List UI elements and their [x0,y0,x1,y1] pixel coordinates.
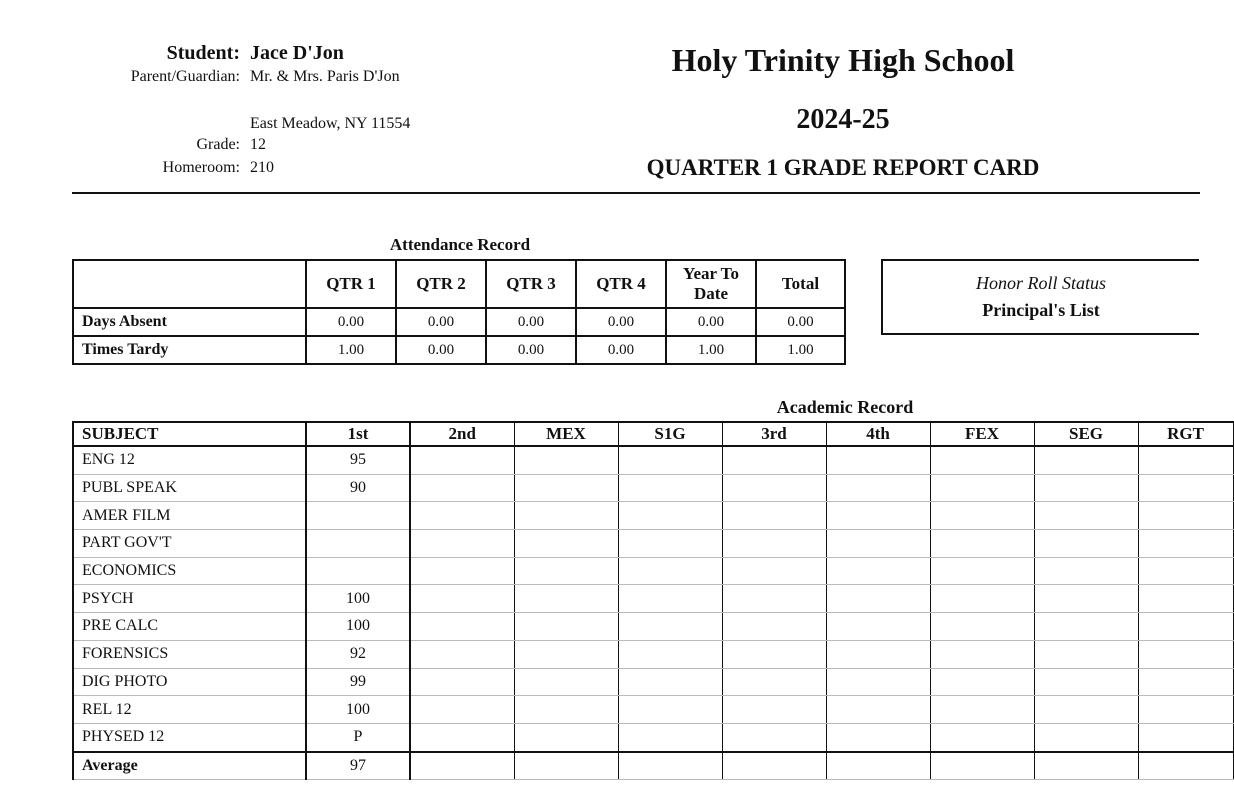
table-row [73,668,1233,696]
homeroom-value: 210 [250,159,274,176]
grade-first-quarter: 97 [306,752,410,780]
grade-cell-empty [618,474,722,502]
grade-cell-empty [826,613,930,641]
grade-cell-empty [514,557,618,585]
attendance-row-label: Days Absent [73,308,306,336]
grade-cell-empty [618,723,722,751]
grade-value: 12 [250,136,266,153]
school-year: 2024-25 [796,104,890,135]
subject-name: FORENSICS [73,640,306,668]
grade-cell-empty [514,723,618,751]
grade-cell-empty [722,723,826,751]
grade-cell-empty [410,668,514,696]
attendance-row-absent [73,308,845,336]
subject-name: Average [73,752,306,780]
grade-cell-empty [618,502,722,530]
grade-cell-empty [1138,502,1233,530]
average-row [73,752,1233,780]
honor-roll-label: Honor Roll Status [975,273,1106,293]
grade-cell-empty [410,640,514,668]
grade-cell-empty [410,474,514,502]
grade-cell-empty [1034,502,1138,530]
academic-col-rgt: RGT [1138,422,1233,446]
grade-cell-empty [826,530,930,558]
subject-name: REL 12 [73,696,306,724]
subject-name: PRE CALC [73,613,306,641]
attendance-col-ytd: Year To Date [666,260,756,308]
grade-cell-empty [722,585,826,613]
grade-first-quarter: 100 [306,613,410,641]
grade-cell-empty [1034,557,1138,585]
grade-cell-empty [930,696,1034,724]
grade-cell-empty [826,502,930,530]
grade-cell-empty [618,530,722,558]
subject-name: ECONOMICS [73,557,306,585]
academic-col-2nd: 2nd [410,422,514,446]
grade-cell-empty [1034,640,1138,668]
attendance-cell: 0.00 [576,308,666,336]
report-title: QUARTER 1 GRADE REPORT CARD [646,155,1040,180]
academic-col-s1g: S1G [618,422,722,446]
attendance-col-total: Total [756,260,845,308]
attendance-col-qtr3: QTR 3 [486,260,576,308]
grade-cell-empty [930,530,1034,558]
attendance-cell: 0.00 [396,336,486,364]
grade-first-quarter: 100 [306,585,410,613]
academic-col-1st: 1st [306,422,410,446]
grade-cell-empty [930,613,1034,641]
grade-first-quarter: P [306,723,410,751]
grade-cell-empty [826,585,930,613]
grade-cell-empty [930,446,1034,474]
grade-cell-empty [1034,723,1138,751]
grade-first-quarter [306,530,410,558]
grade-cell-empty [514,668,618,696]
subject-name: PART GOV'T [73,530,306,558]
grade-cell-empty [514,530,618,558]
academic-table [72,421,1234,780]
table-row [73,557,1233,585]
attendance-cell: 0.00 [666,308,756,336]
table-row [73,474,1233,502]
grade-cell-empty [514,752,618,780]
grade-cell-empty [410,446,514,474]
address: East Meadow, NY 11554 [250,115,411,132]
honor-roll-box [881,259,1199,335]
grade-cell-empty [722,640,826,668]
table-row [73,530,1233,558]
grade-cell-empty [1138,668,1233,696]
grade-cell-empty [722,557,826,585]
academic-col-seg: SEG [1034,422,1138,446]
grade-cell-empty [930,502,1034,530]
grade-cell-empty [410,557,514,585]
table-row [73,585,1233,613]
subject-name: PUBL SPEAK [73,474,306,502]
grade-cell-empty [1034,752,1138,780]
grade-cell-empty [826,446,930,474]
attendance-cell: 0.00 [486,308,576,336]
grade-cell-empty [1034,696,1138,724]
grade-cell-empty [410,585,514,613]
grade-cell-empty [514,696,618,724]
grade-cell-empty [1034,668,1138,696]
grade-cell-empty [826,640,930,668]
grade-first-quarter: 95 [306,446,410,474]
header-divider [72,192,1200,194]
grade-cell-empty [930,557,1034,585]
grade-first-quarter: 100 [306,696,410,724]
grade-cell-empty [930,585,1034,613]
grade-cell-empty [514,474,618,502]
grade-cell-empty [930,752,1034,780]
subject-name: PSYCH [73,585,306,613]
subject-name: PHYSED 12 [73,723,306,751]
grade-first-quarter: 99 [306,668,410,696]
grade-cell-empty [410,696,514,724]
student-label: Student: [166,42,240,64]
grade-cell-empty [1138,585,1233,613]
grade-first-quarter [306,557,410,585]
attendance-title: Attendance Record [389,235,531,254]
grade-cell-empty [722,474,826,502]
grade-cell-empty [1138,640,1233,668]
academic-title: Academic Record [776,397,914,417]
grade-label: Grade: [196,136,240,153]
grade-cell-empty [930,474,1034,502]
attendance-cell: 0.00 [486,336,576,364]
grade-cell-empty [1138,613,1233,641]
grade-cell-empty [618,446,722,474]
grade-cell-empty [410,752,514,780]
subject-name: DIG PHOTO [73,668,306,696]
grade-cell-empty [722,696,826,724]
parent-label: Parent/Guardian: [130,68,240,85]
grade-cell-empty [722,613,826,641]
attendance-row-label: Times Tardy [73,336,306,364]
academic-col-3rd: 3rd [722,422,826,446]
grade-cell-empty [930,640,1034,668]
academic-col-4th: 4th [826,422,930,446]
grade-cell-empty [514,613,618,641]
grade-cell-empty [1138,446,1233,474]
grade-cell-empty [1034,613,1138,641]
grade-cell-empty [618,640,722,668]
grade-cell-empty [1034,585,1138,613]
grade-cell-empty [1138,696,1233,724]
grade-cell-empty [410,613,514,641]
grade-cell-empty [618,696,722,724]
grade-cell-empty [618,557,722,585]
grade-cell-empty [722,668,826,696]
grade-cell-empty [514,446,618,474]
academic-col-subject: SUBJECT [73,422,306,446]
grade-cell-empty [514,585,618,613]
attendance-col-qtr2: QTR 2 [396,260,486,308]
subject-name: ENG 12 [73,446,306,474]
academic-col-mex: MEX [514,422,618,446]
attendance-col-qtr4: QTR 4 [576,260,666,308]
grade-cell-empty [930,723,1034,751]
attendance-cell: 0.00 [576,336,666,364]
table-row [73,446,1233,474]
grade-first-quarter: 90 [306,474,410,502]
grade-cell-empty [826,557,930,585]
attendance-cell: 0.00 [306,308,396,336]
attendance-table [72,259,846,365]
school-name: Holy Trinity High School [671,42,1015,78]
grade-cell-empty [1138,723,1233,751]
academic-col-fex: FEX [930,422,1034,446]
grade-first-quarter: 92 [306,640,410,668]
parent-name: Mr. & Mrs. Paris D'Jon [250,68,400,85]
student-name: Jace D'Jon [250,42,344,64]
grade-cell-empty [1138,474,1233,502]
grade-cell-empty [1138,530,1233,558]
grade-cell-empty [1138,752,1233,780]
grade-cell-empty [514,502,618,530]
grade-cell-empty [514,640,618,668]
attendance-cell: 1.00 [756,336,845,364]
table-row [73,613,1233,641]
table-row [73,723,1233,751]
grade-cell-empty [930,668,1034,696]
grade-cell-empty [410,502,514,530]
grade-cell-empty [618,668,722,696]
attendance-col-qtr1: QTR 1 [306,260,396,308]
grade-cell-empty [618,585,722,613]
grade-cell-empty [826,696,930,724]
subject-name: AMER FILM [73,502,306,530]
grade-cell-empty [1034,474,1138,502]
attendance-cell: 0.00 [396,308,486,336]
honor-roll-value: Principal's List [982,300,1100,320]
grade-cell-empty [410,723,514,751]
grade-cell-empty [618,613,722,641]
grade-cell-empty [1034,446,1138,474]
grade-cell-empty [1034,530,1138,558]
attendance-cell: 1.00 [666,336,756,364]
attendance-cell: 1.00 [306,336,396,364]
grade-cell-empty [826,723,930,751]
grade-cell-empty [722,752,826,780]
grade-cell-empty [618,752,722,780]
grade-cell-empty [826,474,930,502]
grade-first-quarter [306,502,410,530]
grade-cell-empty [826,752,930,780]
attendance-corner [73,260,306,308]
grade-cell-empty [410,530,514,558]
grade-cell-empty [1138,557,1233,585]
grade-cell-empty [722,502,826,530]
homeroom-label: Homeroom: [162,159,240,176]
table-row [73,696,1233,724]
grade-cell-empty [722,446,826,474]
grade-cell-empty [722,530,826,558]
grade-cell-empty [826,668,930,696]
table-row [73,502,1233,530]
attendance-cell: 0.00 [756,308,845,336]
table-row [73,640,1233,668]
attendance-row-tardy [73,336,845,364]
